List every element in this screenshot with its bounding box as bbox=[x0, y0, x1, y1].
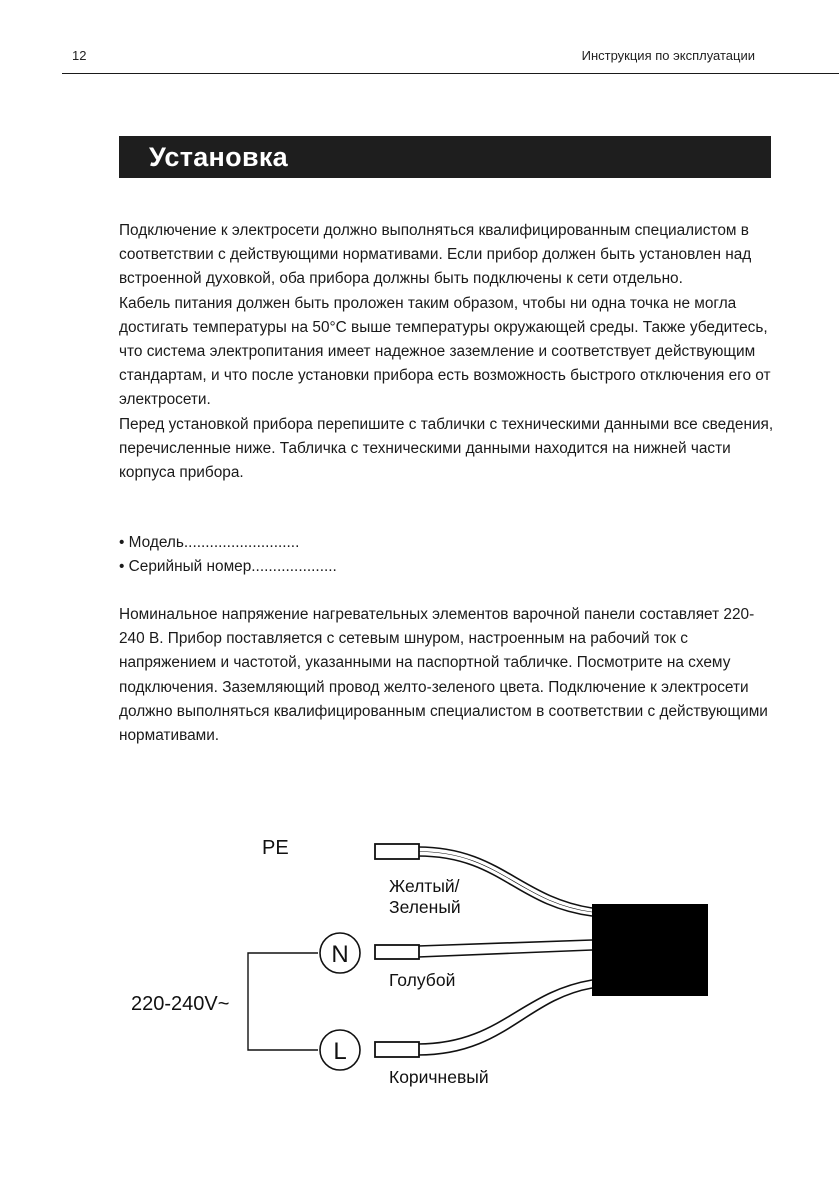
wire-l-color-label: Коричневый bbox=[389, 1067, 489, 1087]
live-symbol: L bbox=[333, 1038, 347, 1065]
paragraph-voltage: Номинальное напряжение нагревательных элементов варочной панели составляет 220-240 В. Прибор поставляется с сетевым шнуром, настроенным на рабочий ток с напряжением и частотой, указанными на паспортной табличке. Посмотрите на схему подключения. Заземляющий провод желто-зеленого цвета. Подключение к электросети должно выполняться квалифицированным специалистом в соответствии с действующими нормативами. bbox=[119, 606, 768, 745]
paragraph-rating-plate: Перед установкой прибора перепишите с таблички с техническими данными все сведения, перечисленные ниже. Табличка с техническими данными находится на нижней части корпуса прибора. bbox=[119, 415, 774, 482]
supply-voltage-label: 220-240V~ bbox=[131, 993, 230, 1015]
terminal-block bbox=[592, 904, 708, 996]
wire-l bbox=[418, 980, 592, 1055]
rating-plate-fields bbox=[119, 531, 779, 579]
page-number: 12 bbox=[72, 48, 87, 63]
wire-pe-end bbox=[375, 844, 419, 859]
section-title: Установка bbox=[149, 142, 288, 172]
wire-n-end bbox=[375, 945, 419, 959]
paragraph-cable: Кабель питания должен быть проложен таким образом, чтобы ни одна точка не могла достигать температуры на 50°C выше температуры окружающей среды. Также убедитесь, что система электропитания имеет надежное заземление и соответствует действующим стандартам, и что после установки прибора есть возможность быстрого отключения его от электросети. bbox=[119, 294, 771, 409]
wire-pe-color-label-1: Желтый/ bbox=[389, 876, 460, 896]
section-banner bbox=[119, 136, 771, 178]
intro-text bbox=[119, 219, 779, 485]
header-divider bbox=[62, 73, 839, 74]
supply-bracket bbox=[248, 953, 318, 1050]
wire-pe-color-label-2: Зеленый bbox=[389, 897, 461, 917]
wire-l-end bbox=[375, 1042, 419, 1057]
field-serial-number: • Серийный номер.................... bbox=[119, 558, 337, 576]
neutral-symbol: N bbox=[331, 941, 349, 968]
pe-label: PE bbox=[262, 837, 289, 859]
field-model: • Модель........................... bbox=[119, 534, 300, 551]
voltage-text bbox=[119, 603, 779, 748]
running-header-title: Инструкция по эксплуатации bbox=[581, 48, 755, 63]
wiring-diagram bbox=[0, 820, 839, 1110]
paragraph-connection: Подключение к электросети должно выполняться квалифицированным специалистом в соответствии с действующими нормативами. Если прибор должен быть установлен над встроенной духовкой, оба прибора должны быть подключены к сети отдельно. bbox=[119, 222, 752, 288]
wire-n-color-label: Голубой bbox=[389, 970, 456, 990]
wire-n bbox=[418, 940, 592, 957]
